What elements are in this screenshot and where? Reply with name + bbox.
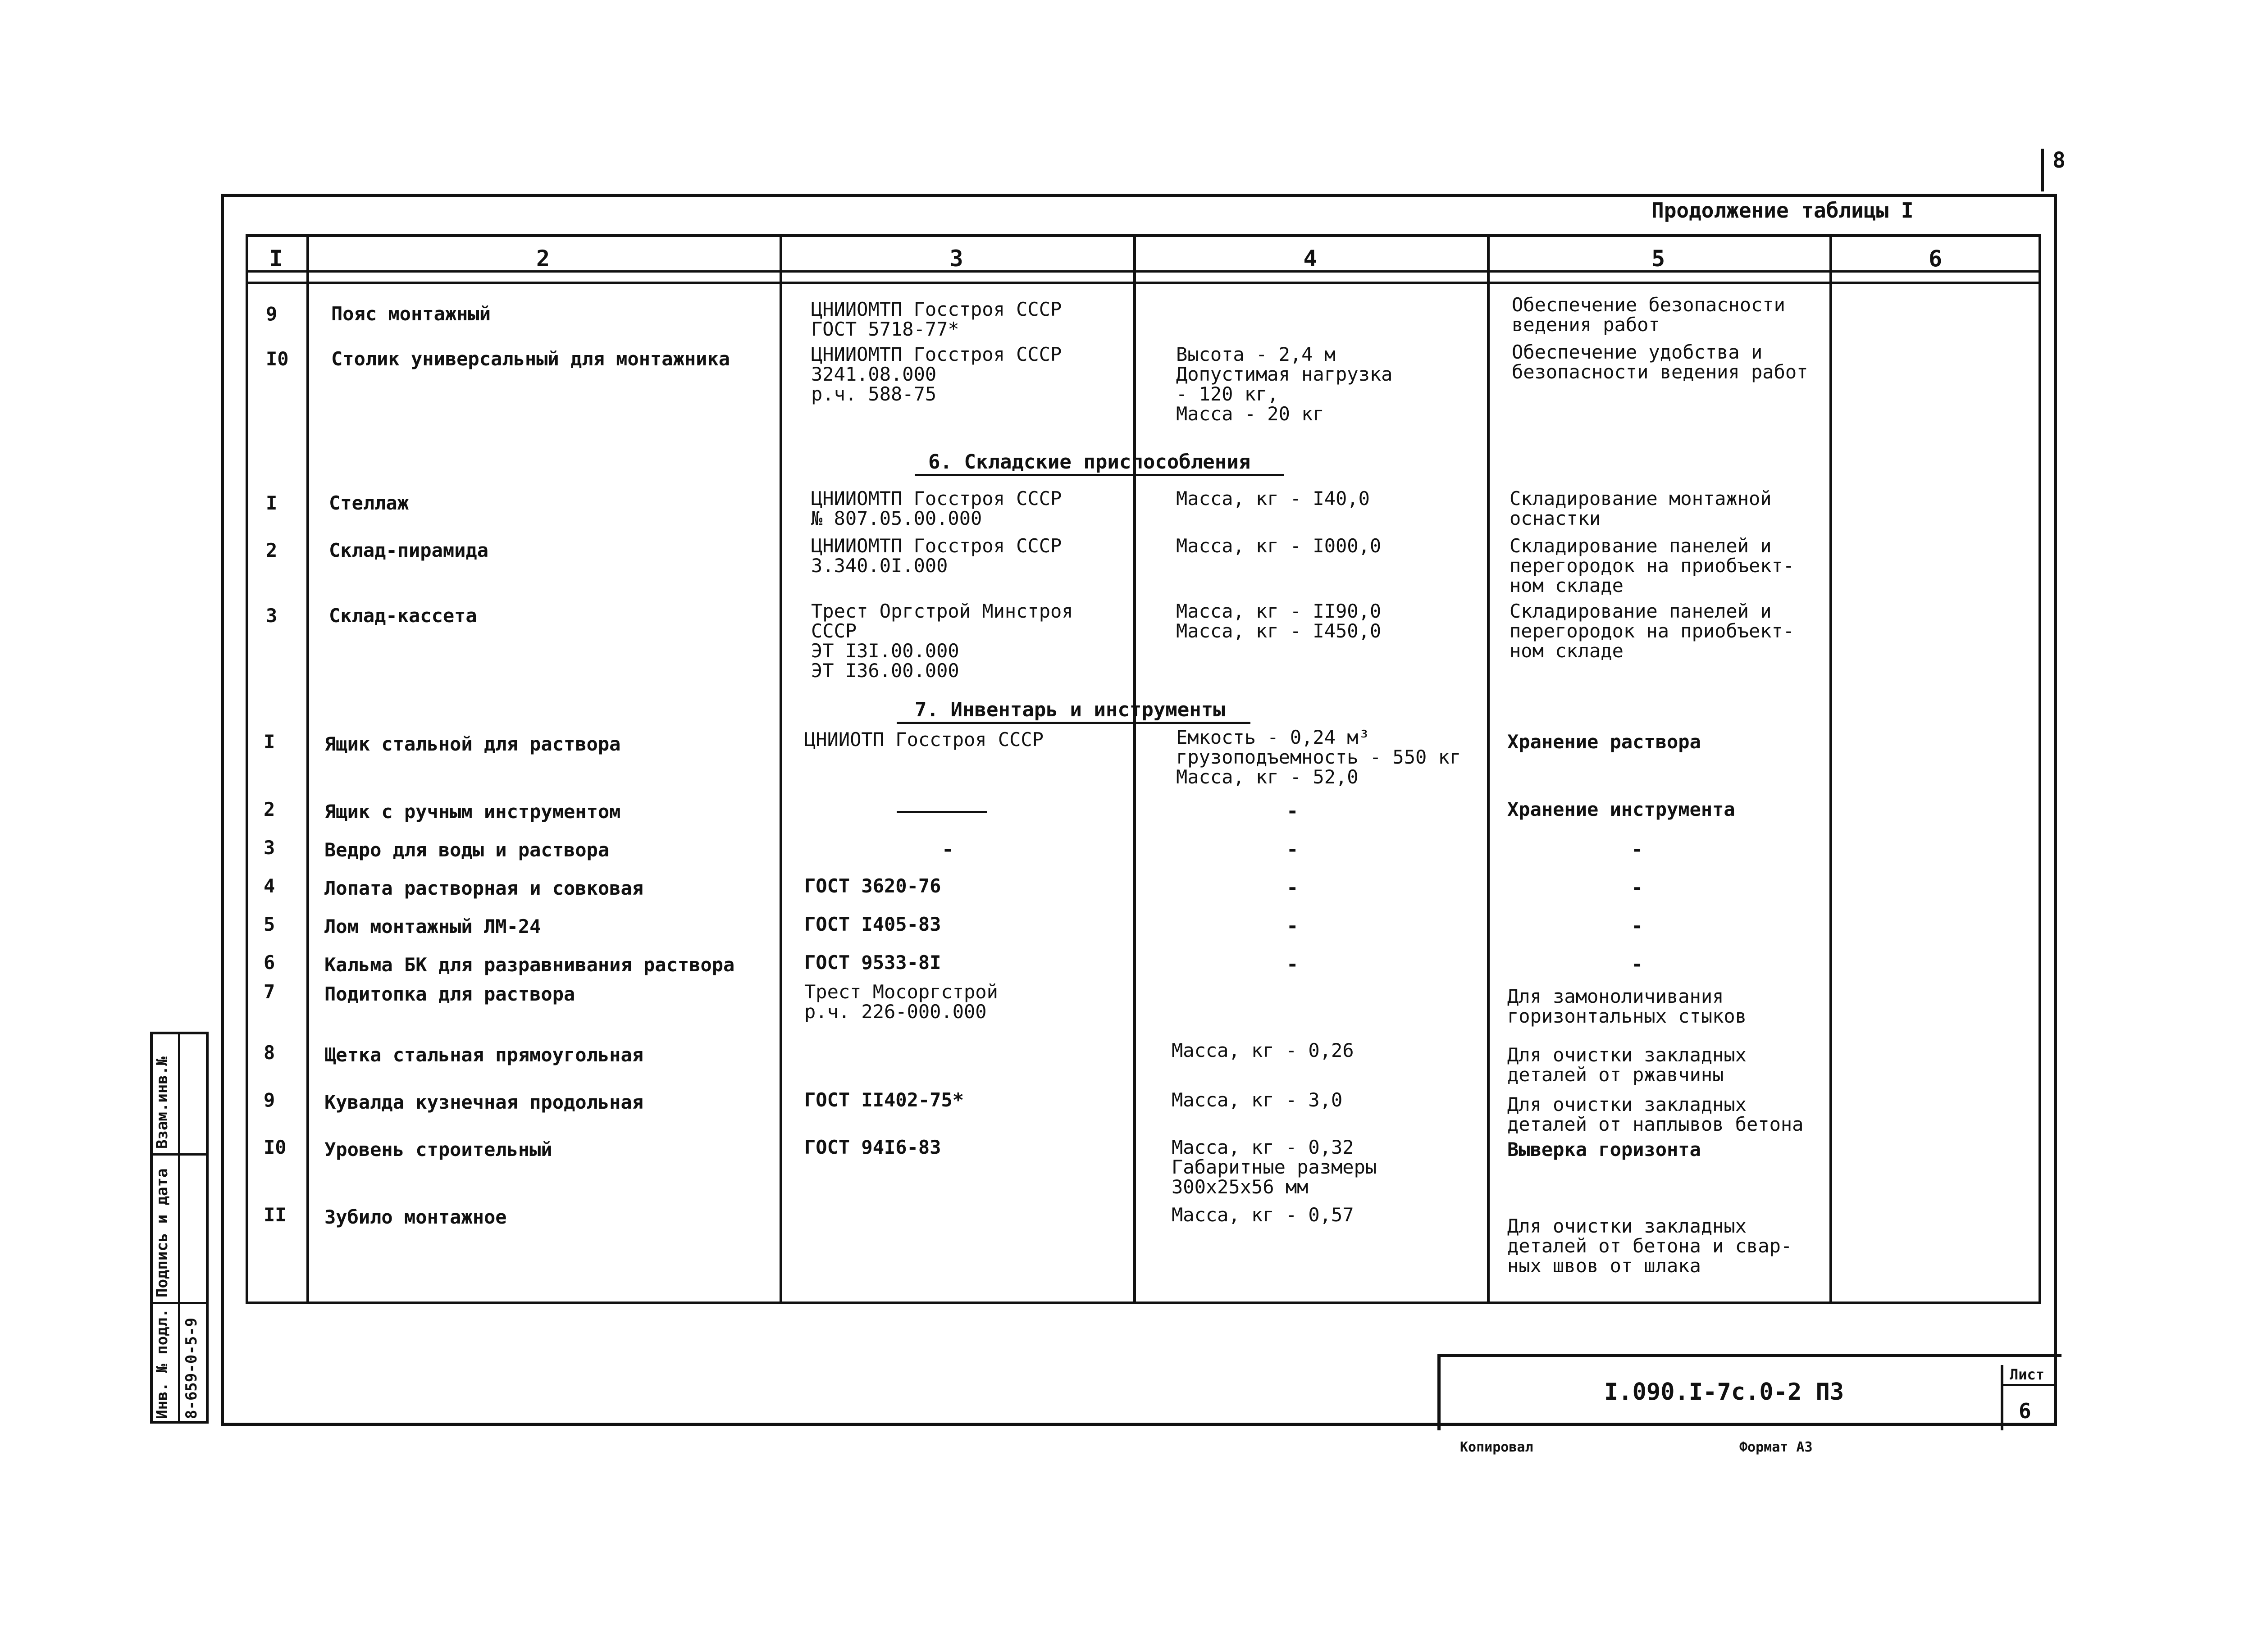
row-name: Щетка стальная прямоугольная <box>324 1044 644 1066</box>
row-name: Кувалда кузнечная продольная <box>324 1091 644 1113</box>
section-7-title: 7. Инвентарь и инструменты <box>915 698 1225 721</box>
header-col-3: 3 <box>949 246 963 272</box>
section-7-underline <box>897 722 1250 724</box>
row-params: - <box>1286 915 1299 937</box>
row-number: 6 <box>264 951 275 974</box>
section-6-underline <box>915 474 1284 476</box>
row-source: ЦНИИОМТП Госстроя СССР 3241.08.000 р.ч. 588-75 <box>811 343 1062 405</box>
row-name: Стеллаж <box>329 492 409 514</box>
row-params: Масса, кг - II90,0 Масса, кг - I450,0 <box>1176 600 1382 642</box>
header-divider-double <box>246 282 2041 284</box>
row-name: Подитопка для раствора <box>324 983 575 1005</box>
row-number: 8 <box>264 1042 275 1064</box>
page-number-rule <box>2041 149 2044 191</box>
row-name: Ведро для воды и раствора <box>324 839 610 861</box>
row-purpose: Выверка горизонта <box>1507 1138 1701 1160</box>
side-strip-rule <box>150 1153 209 1156</box>
row-number: 5 <box>264 913 275 935</box>
row-source: ЦНИИОМТП Госстроя СССР ГОСТ 5718-77* <box>811 298 1062 340</box>
document-code: I.090.I-7с.0-2 ПЗ <box>1604 1379 1844 1406</box>
row-params: Масса, кг - I40,0 <box>1176 487 1370 510</box>
col-divider-3 <box>1133 234 1136 1304</box>
row-purpose: Для очистки закладных деталей от бетона и свар- ных швов от шлака <box>1507 1215 1792 1277</box>
header-col-1: I <box>269 246 283 272</box>
row-purpose: Хранение раствора <box>1507 731 1701 753</box>
row-purpose: Для очистки закладных деталей от наплывов бетона <box>1507 1093 1804 1135</box>
row-purpose: Для замоноличивания горизонтальных стыков <box>1507 985 1747 1027</box>
row-source: ГОСТ 94I6-83 <box>804 1136 941 1158</box>
replace-inv-label: Взам.инв.№ <box>153 1056 171 1149</box>
row-purpose: Складирование панелей и перегородок на приобъект- ном складе <box>1510 600 1795 662</box>
row-purpose: Обеспечение удобства и безопасности ведения работ <box>1512 341 1808 383</box>
row-number: 3 <box>264 837 275 859</box>
side-strip-divider <box>178 1032 180 1424</box>
row-params: - <box>1286 838 1299 861</box>
row-number: I <box>266 492 278 514</box>
row-name: Уровень строительный <box>324 1138 552 1160</box>
row-number: II <box>264 1204 287 1226</box>
row-number: I <box>264 731 275 753</box>
row-name: Лом монтажный ЛМ-24 <box>324 915 541 937</box>
row-number: 4 <box>264 875 275 897</box>
col-divider-5 <box>1829 234 1832 1304</box>
row-purpose: Для очистки закладных деталей от ржавчины <box>1507 1044 1747 1086</box>
row-name: Ящик с ручным инструментом <box>324 801 621 823</box>
original-inv-value: 8-659-0-5-9 <box>182 1317 201 1419</box>
row-number: I0 <box>264 1136 287 1158</box>
row-params: Масса, кг - 0,26 <box>1172 1039 1354 1061</box>
row-name: Склад-кассета <box>329 605 477 627</box>
page-number: 8 <box>2052 148 2066 173</box>
row-params: - <box>1286 953 1299 976</box>
row-source: ГОСТ I405-83 <box>804 913 941 935</box>
row-source: ЦНИИОМТП Госстроя СССР № 807.05.00.000 <box>811 487 1062 529</box>
sheet-number: 6 <box>2019 1399 2031 1423</box>
row-params: Масса, кг - 0,57 <box>1172 1204 1354 1226</box>
row-source: Трест Оргстрой Минстроя СССР ЭТ I3I.00.000 ЭТ I36.00.000 <box>811 600 1073 682</box>
row-source: ГОСТ II402-75* <box>804 1089 964 1111</box>
row-name: Лопата растворная и совковая <box>324 877 644 899</box>
row-name: Столик универсальный для монтажника <box>331 348 730 370</box>
signature-date-label: Подпись и дата <box>153 1168 171 1297</box>
row-source: Трест Мосоргстрой р.ч. 226-000.000 <box>804 981 998 1023</box>
copied-by-label: Копировал <box>1460 1439 1533 1455</box>
row-params: Масса, кг - 3,0 <box>1172 1089 1343 1111</box>
sheet-box-rule <box>2001 1384 2057 1386</box>
header-col-5: 5 <box>1651 246 1665 272</box>
row-params: - <box>1286 800 1299 823</box>
row-params: Масса, кг - 0,32 Габаритные размеры 300х25х56 мм <box>1172 1136 1377 1198</box>
row-purpose: Складирование панелей и перегородок на приобъект- ном складе <box>1510 535 1795 596</box>
row-source: ГОСТ 3620-76 <box>804 875 941 897</box>
row-name: Кальма БК для разравнивания раствора <box>324 954 735 976</box>
sheet-label: Лист <box>2010 1366 2045 1383</box>
side-strip-rule <box>150 1302 209 1304</box>
row-purpose: - <box>1631 838 1643 861</box>
row-name: Ящик стальной для раствора <box>324 733 621 755</box>
section-6-title: 6. Складские приспособления <box>928 451 1251 473</box>
original-inv-label: Инв. № подл. <box>153 1308 171 1419</box>
row-number: 2 <box>264 798 275 820</box>
row-purpose: - <box>1631 915 1643 937</box>
row-number: 7 <box>264 981 275 1003</box>
empty-source-dash <box>897 811 987 813</box>
row-purpose: - <box>1631 953 1643 976</box>
header-col-6: 6 <box>1928 246 1943 272</box>
row-purpose: Обеспечение безопасности ведения работ <box>1512 294 1785 336</box>
row-number: I0 <box>266 348 289 370</box>
row-name: Пояс монтажный <box>331 303 491 325</box>
col-divider-2 <box>780 234 782 1304</box>
row-number: 9 <box>264 1089 275 1111</box>
row-source: ЦНИИОМТП Госстроя СССР 3.340.0I.000 <box>811 535 1062 577</box>
format-label: Формат А3 <box>1739 1439 1813 1455</box>
header-col-4: 4 <box>1303 246 1317 272</box>
table-continuation-title: Продолжение таблицы I <box>1651 198 1914 223</box>
row-params: - <box>1286 876 1299 899</box>
row-number: 3 <box>266 605 278 627</box>
row-purpose: - <box>1631 876 1643 899</box>
header-col-2: 2 <box>536 246 550 272</box>
row-purpose: Складирование монтажной оснастки <box>1510 487 1772 529</box>
row-purpose: Хранение инструмента <box>1507 798 1735 820</box>
row-params: Масса, кг - I000,0 <box>1176 535 1382 557</box>
row-number: 9 <box>266 303 278 325</box>
col-divider-1 <box>306 234 309 1304</box>
row-source: ЦНИИОТП Госстроя СССР <box>804 728 1044 751</box>
row-source: ГОСТ 9533-8I <box>804 951 941 974</box>
row-name: Зубило монтажное <box>324 1206 507 1228</box>
row-params: Высота - 2,4 м Допустимая нагрузка - 120 кг, Масса - 20 кг <box>1176 343 1393 425</box>
row-source: - <box>942 838 954 861</box>
row-name: Склад-пирамида <box>329 539 489 561</box>
row-params: Емкость - 0,24 м³ грузоподъемность - 550 кг Масса, кг - 52,0 <box>1176 726 1461 788</box>
col-divider-4 <box>1487 234 1490 1304</box>
row-number: 2 <box>266 539 278 561</box>
